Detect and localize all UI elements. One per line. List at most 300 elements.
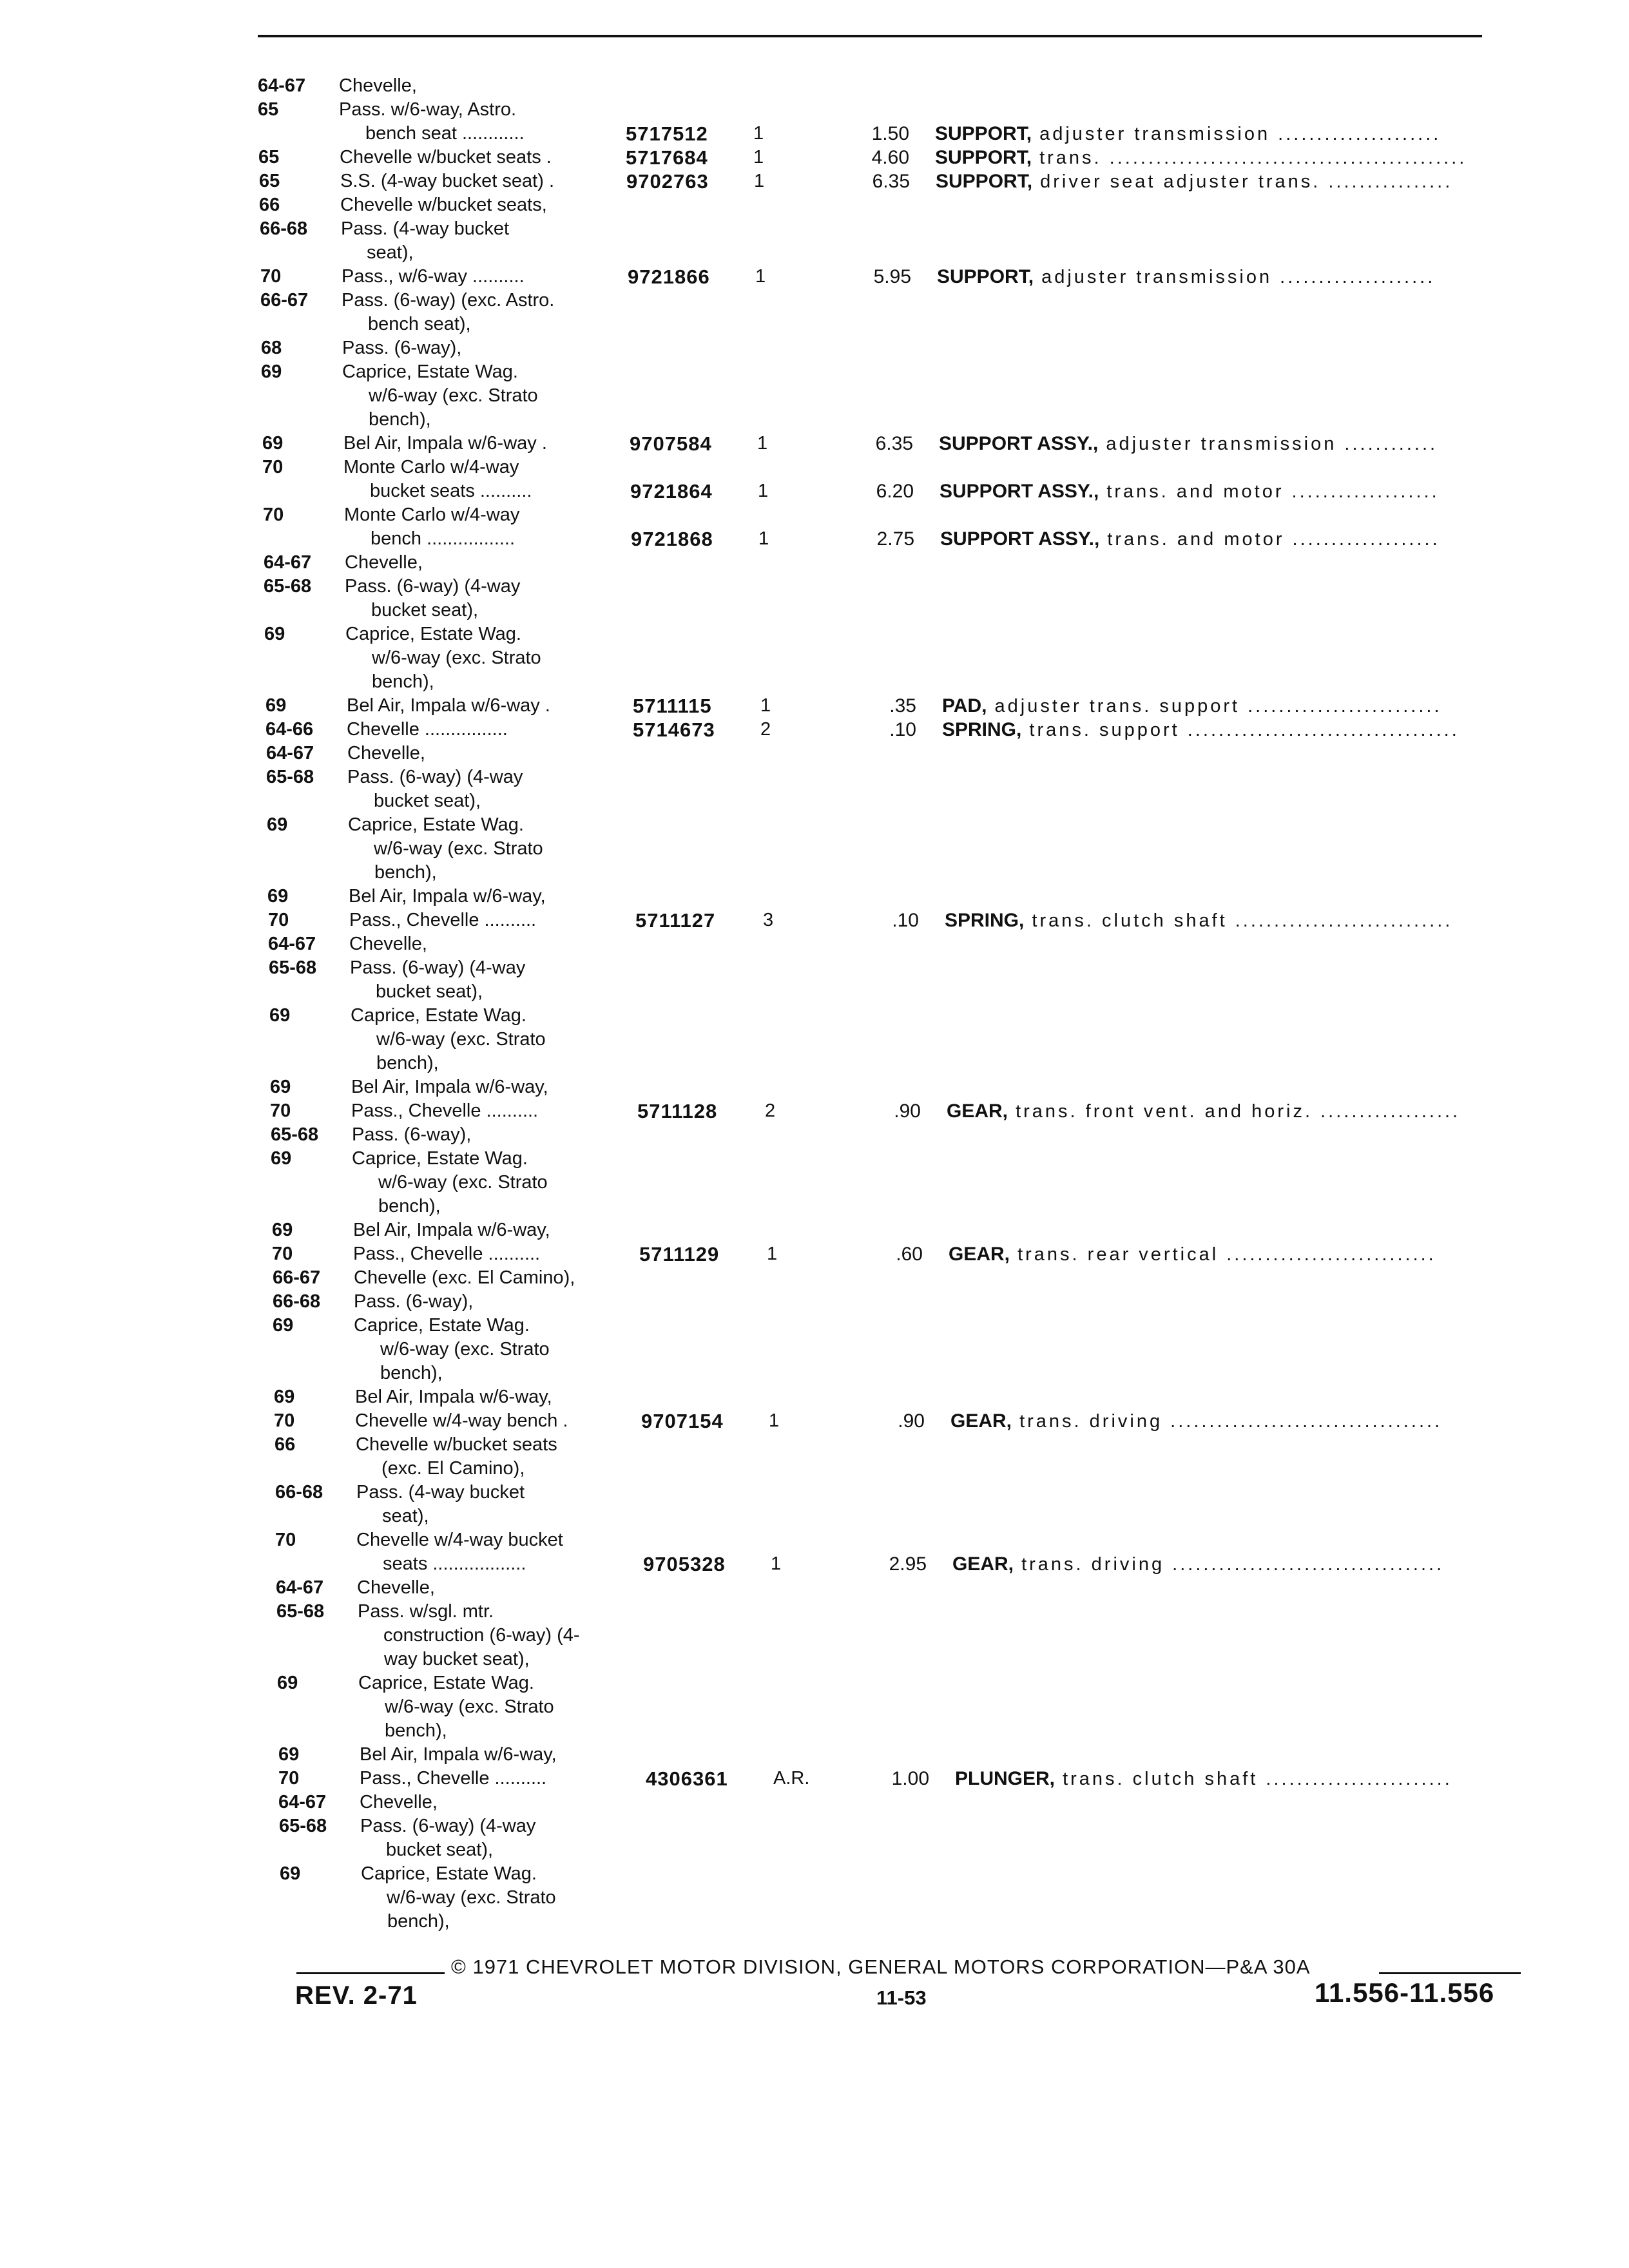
list-item (10, 861, 1629, 885)
list-item (0, 98, 1629, 122)
application-text: way bucket seat), (384, 1649, 530, 1669)
quantity: 1 (771, 1553, 782, 1574)
application-text: bench), (380, 1363, 443, 1383)
part-name: GEAR, (952, 1553, 1014, 1575)
part-detail: adjuster trans. support ......................... (987, 696, 1442, 716)
list-item (1, 169, 1629, 193)
list-item (4, 408, 1629, 432)
part-detail: driver seat adjuster trans. ................ (1032, 171, 1453, 192)
list-item (14, 1242, 1629, 1266)
part-description (935, 146, 1502, 170)
price: .90 (894, 1100, 921, 1122)
quantity: 1 (767, 1244, 778, 1264)
list-item (17, 1481, 1629, 1504)
price: 4.60 (871, 147, 909, 168)
application-text: Caprice, Estate Wag. (345, 624, 521, 644)
list-item (16, 1385, 1629, 1409)
part-description (949, 1242, 1516, 1267)
list-item (3, 336, 1629, 360)
part-number: 5714673 (633, 718, 715, 741)
top-rule (258, 35, 1482, 37)
quantity: 2 (765, 1100, 776, 1121)
list-item (23, 1910, 1629, 1934)
price: .60 (896, 1244, 923, 1265)
application-text: seat), (382, 1506, 429, 1526)
model-year: 65 (258, 99, 279, 120)
quantity: 1 (760, 695, 771, 716)
application-text: Pass. (6-way) (4-way (345, 576, 521, 597)
model-year: 66-68 (260, 218, 308, 239)
part-name: PAD, (942, 695, 987, 716)
part-description (940, 479, 1507, 504)
model-year: 65-68 (279, 1816, 327, 1836)
section-number: 11.556-11.556 (1315, 1977, 1495, 2008)
part-name: SUPPORT ASSY., (940, 481, 1099, 502)
application-text: Pass., Chevelle .......... (351, 1100, 539, 1121)
part-name: SUPPORT, (935, 123, 1032, 144)
application-text: Pass. (4-way bucket (356, 1482, 525, 1503)
application-text: Bel Air, Impala w/6-way . (347, 695, 550, 716)
list-item (15, 1314, 1629, 1338)
model-year: 69 (274, 1387, 295, 1407)
model-year: 65 (258, 147, 280, 168)
list-item (5, 432, 1629, 456)
list-item (6, 622, 1629, 646)
application-text: Chevelle ................ (347, 719, 508, 740)
list-item (18, 1576, 1629, 1600)
model-year: 66-68 (273, 1291, 321, 1312)
model-year: 64-67 (276, 1577, 324, 1598)
price: 6.20 (876, 481, 914, 502)
application-text: Caprice, Estate Wag. (354, 1315, 530, 1336)
part-name: SUPPORT ASSY., (940, 528, 1100, 550)
model-year: 70 (275, 1530, 296, 1550)
quantity: 3 (763, 910, 774, 930)
application-text: Pass. (6-way) (4-way (347, 767, 523, 787)
application-text: Chevelle, (339, 75, 417, 96)
application-text: bench seat), (368, 314, 471, 334)
model-year: 69 (261, 361, 282, 382)
application-text: bench), (385, 1720, 447, 1741)
list-item (12, 1004, 1629, 1028)
application-text: w/6-way (exc. Strato (374, 838, 543, 859)
model-year: 69 (272, 1220, 293, 1240)
part-number: 9721866 (628, 265, 710, 288)
application-text: Chevelle w/4-way bench . (355, 1410, 568, 1431)
model-year: 64-67 (264, 552, 312, 573)
list-item (13, 1147, 1629, 1171)
page-number: 11-53 (876, 1986, 927, 2009)
list-item (14, 1171, 1629, 1195)
application-text: Chevelle w/bucket seats (356, 1434, 557, 1455)
list-item (21, 1791, 1629, 1814)
list-item (7, 646, 1629, 670)
list-item (16, 1409, 1629, 1433)
application-text: Caprice, Estate Wag. (358, 1673, 534, 1693)
quantity: 1 (753, 147, 764, 168)
list-item (19, 1671, 1629, 1695)
part-name: SPRING, (942, 719, 1022, 740)
list-item (2, 217, 1629, 241)
part-description (955, 1767, 1522, 1791)
application-text: w/6-way (exc. Strato (376, 1029, 546, 1050)
model-year: 69 (277, 1673, 298, 1693)
part-detail: trans. and motor ................... (1099, 529, 1440, 550)
list-item (14, 1195, 1629, 1218)
model-year: 64-67 (278, 1792, 327, 1812)
list-item (22, 1862, 1629, 1886)
application-text: construction (6-way) (4- (383, 1625, 580, 1646)
application-text: Chevelle, (345, 552, 423, 573)
application-text: Chevelle, (357, 1577, 435, 1598)
part-description (942, 694, 1509, 718)
list-item (15, 1290, 1629, 1314)
model-year: 70 (263, 505, 284, 525)
application-text: Chevelle w/4-way bucket (356, 1530, 563, 1550)
quantity: 1 (757, 433, 768, 454)
application-text: bucket seat), (371, 600, 479, 620)
application-text: Pass. (6-way) (exc. Astro. (342, 290, 555, 311)
application-text: Chevelle w/bucket seats . (340, 147, 552, 168)
list-item (17, 1528, 1629, 1552)
model-year: 64-66 (265, 719, 314, 740)
model-year: 69 (262, 433, 284, 454)
part-detail: trans. and motor ................... (1099, 481, 1440, 502)
application-text: Pass., Chevelle .......... (349, 910, 537, 930)
model-year: 65-68 (271, 1124, 319, 1145)
part-detail: trans. driving ................................... (1012, 1411, 1443, 1432)
part-detail: trans. support ................................... (1021, 720, 1460, 740)
price: .10 (889, 719, 916, 740)
application-text: Caprice, Estate Wag. (361, 1863, 537, 1884)
application-text: bench), (378, 1196, 441, 1216)
application-text: Pass. w/sgl. mtr. (358, 1601, 494, 1622)
model-year: 70 (278, 1768, 300, 1789)
list-item (17, 1504, 1629, 1528)
list-item (0, 74, 1629, 98)
part-detail: trans. .............................................. (1032, 148, 1467, 168)
list-item (3, 312, 1629, 336)
price: 2.95 (889, 1553, 927, 1575)
application-text: Bel Air, Impala w/6-way, (353, 1220, 550, 1240)
model-year: 69 (267, 814, 288, 835)
part-detail: adjuster transmission ............ (1098, 434, 1438, 454)
part-number: 9721868 (631, 528, 713, 550)
list-item (1, 193, 1629, 217)
part-description (952, 1552, 1519, 1577)
application-text: Monte Carlo w/4-way (344, 505, 520, 525)
model-year: 65-68 (264, 576, 312, 597)
model-year: 69 (273, 1315, 294, 1336)
application-text: Chevelle, (360, 1792, 438, 1812)
application-text: Caprice, Estate Wag. (351, 1005, 526, 1026)
model-year: 64-67 (268, 934, 316, 954)
application-text: Monte Carlo w/4-way (343, 457, 519, 477)
list-item (17, 1457, 1629, 1481)
list-item (10, 885, 1629, 908)
part-number: 5711115 (633, 695, 712, 717)
application-text: seats .................. (383, 1553, 526, 1574)
application-text: w/6-way (exc. Strato (378, 1172, 548, 1193)
price: 6.35 (875, 433, 913, 454)
list-item (19, 1648, 1629, 1671)
list-item (5, 456, 1629, 479)
copyright-notice: © 1971 CHEVROLET MOTOR DIVISION, GENERAL MOTORS CORPORATION—P&A 30A (451, 1956, 1311, 1978)
part-name: SUPPORT, (936, 171, 1033, 192)
list-item (13, 1123, 1629, 1147)
price: .35 (889, 695, 916, 716)
part-name: SUPPORT ASSY., (939, 433, 1099, 454)
list-item (6, 575, 1629, 599)
list-item (1, 146, 1629, 169)
part-detail: trans. clutch shaft ............................ (1024, 910, 1453, 931)
part-description (942, 718, 1509, 742)
application-text: Pass., Chevelle .......... (360, 1768, 547, 1789)
list-item (19, 1624, 1629, 1648)
part-detail: trans. rear vertical ........................... (1010, 1244, 1436, 1265)
list-item (6, 599, 1629, 622)
list-item (3, 265, 1629, 289)
model-year: 65-68 (266, 767, 314, 787)
list-item (8, 718, 1629, 742)
revision-label: REV. 2-71 (295, 1981, 418, 2010)
list-item (12, 1099, 1629, 1123)
part-detail: adjuster transmission ..................... (1032, 124, 1441, 144)
part-description (937, 265, 1504, 289)
application-text: Pass. (6-way) (4-way (350, 957, 526, 978)
part-number: 9707154 (641, 1410, 724, 1432)
part-number: 5717512 (626, 122, 708, 145)
list-item (21, 1743, 1629, 1767)
application-text: bucket seat), (374, 791, 481, 811)
footer-rule-right (1379, 1972, 1521, 1974)
list-item (6, 527, 1629, 551)
list-item (22, 1886, 1629, 1910)
model-year: 70 (270, 1100, 291, 1121)
part-description (947, 1099, 1514, 1124)
part-number: 5711127 (635, 909, 716, 932)
price: .10 (892, 910, 919, 931)
application-text: Chevelle, (347, 743, 425, 764)
application-text: w/6-way (exc. Strato (385, 1696, 554, 1717)
part-name: SUPPORT, (935, 147, 1032, 168)
application-text: Bel Air, Impala w/6-way, (351, 1077, 548, 1097)
quantity: A.R. (773, 1768, 810, 1789)
list-item (9, 837, 1629, 861)
price: 6.35 (872, 171, 910, 192)
footer-rule-left (296, 1972, 445, 1974)
model-year: 64-67 (258, 75, 306, 96)
quantity: 1 (769, 1410, 780, 1431)
application-text: Caprice, Estate Wag. (352, 1148, 528, 1169)
part-description (950, 1409, 1518, 1434)
part-name: GEAR, (949, 1244, 1010, 1265)
part-detail: adjuster transmission .................... (1034, 267, 1436, 287)
list-item (5, 479, 1629, 503)
application-text: (exc. El Camino), (381, 1458, 525, 1479)
list-item (15, 1361, 1629, 1385)
list-item (2, 241, 1629, 265)
application-text: Caprice, Estate Wag. (348, 814, 524, 835)
application-text: w/6-way (exc. Strato (369, 385, 538, 406)
application-text: Caprice, Estate Wag. (342, 361, 518, 382)
model-year: 68 (261, 338, 282, 358)
price: 5.95 (873, 266, 911, 287)
list-item (11, 956, 1629, 980)
application-text: bench ................. (371, 528, 516, 549)
application-text: bench), (376, 1053, 439, 1073)
application-text: w/6-way (exc. Strato (372, 648, 541, 668)
application-text: Pass. w/6-way, Astro. (339, 99, 517, 120)
model-year: 64-67 (266, 743, 314, 764)
part-description (945, 908, 1512, 933)
part-number: 4306361 (646, 1767, 728, 1790)
list-item (9, 813, 1629, 837)
application-text: bucket seat), (376, 981, 483, 1002)
list-item (7, 670, 1629, 694)
application-text: bench), (374, 862, 437, 883)
list-item (21, 1767, 1629, 1791)
quantity: 1 (758, 481, 769, 501)
list-item (12, 1028, 1629, 1052)
model-year: 69 (280, 1863, 301, 1884)
part-number: 9707584 (630, 432, 712, 455)
quantity: 1 (753, 123, 764, 144)
model-year: 70 (260, 266, 282, 287)
model-year: 69 (271, 1148, 292, 1169)
list-item (12, 1052, 1629, 1075)
list-item (4, 384, 1629, 408)
part-detail: trans. clutch shaft ........................ (1055, 1769, 1452, 1789)
application-text: Pass. (4-way bucket (341, 218, 510, 239)
list-item (18, 1552, 1629, 1576)
price: 1.00 (891, 1768, 929, 1789)
application-text: Bel Air, Impala w/6-way, (349, 886, 546, 907)
application-text: Pass. (6-way) (4-way (360, 1816, 536, 1836)
price: 1.50 (871, 123, 909, 144)
application-text: bucket seat), (386, 1840, 494, 1860)
part-name: SPRING, (945, 910, 1025, 931)
model-year: 65-68 (269, 957, 317, 978)
list-item (19, 1600, 1629, 1624)
application-text: w/6-way (exc. Strato (380, 1339, 550, 1360)
model-year: 69 (265, 695, 287, 716)
list-item (10, 908, 1629, 932)
list-item (1, 122, 1629, 146)
list-item (3, 289, 1629, 312)
model-year: 65 (259, 171, 280, 191)
model-year: 69 (267, 886, 289, 907)
application-text: bench), (369, 409, 431, 430)
list-item (3, 360, 1629, 384)
quantity: 1 (758, 528, 769, 549)
application-text: Pass., Chevelle .......... (353, 1244, 541, 1264)
part-number: 5711128 (637, 1100, 718, 1122)
list-item (8, 694, 1629, 718)
application-text: bucket seats .......... (370, 481, 532, 501)
application-text: Chevelle w/bucket seats, (340, 195, 547, 215)
application-text: Bel Air, Impala w/6-way, (360, 1744, 557, 1765)
part-number: 5711129 (639, 1243, 720, 1265)
model-year: 70 (274, 1410, 295, 1431)
list-item (14, 1218, 1629, 1242)
list-item (8, 765, 1629, 789)
model-year: 66-67 (273, 1267, 321, 1288)
quantity: 1 (755, 266, 766, 287)
application-text: Chevelle, (349, 934, 427, 954)
application-text: bench seat ............ (365, 123, 525, 144)
list-item (15, 1266, 1629, 1290)
list-item (10, 932, 1629, 956)
price: .90 (898, 1410, 925, 1432)
model-year: 70 (262, 457, 284, 477)
application-text: bench), (372, 671, 434, 692)
list-item (17, 1433, 1629, 1457)
quantity: 2 (760, 719, 771, 740)
application-text: Pass. (6-way), (342, 338, 462, 358)
application-text: bench), (387, 1911, 450, 1932)
parts-list (0, 74, 1629, 1934)
model-year: 69 (269, 1005, 291, 1026)
part-number: 9721864 (630, 480, 713, 503)
application-text: seat), (367, 242, 414, 263)
model-year: 69 (270, 1077, 291, 1097)
list-item (21, 1838, 1629, 1862)
part-description (940, 527, 1507, 552)
list-item (21, 1814, 1629, 1838)
model-year: 70 (272, 1244, 293, 1264)
list-item (12, 1075, 1629, 1099)
list-item (8, 742, 1629, 765)
list-item (11, 980, 1629, 1004)
part-description (935, 122, 1502, 146)
application-text: Pass. (6-way), (354, 1291, 474, 1312)
model-year: 65-68 (276, 1601, 325, 1622)
application-text: S.S. (4-way bucket seat) . (340, 171, 555, 191)
list-item (20, 1719, 1629, 1743)
model-year: 66-67 (260, 290, 309, 311)
part-number: 9705328 (643, 1553, 726, 1575)
part-number: 9702763 (626, 170, 709, 193)
model-year: 69 (278, 1744, 300, 1765)
application-text: Bel Air, Impala w/6-way . (343, 433, 547, 454)
application-text: Chevelle (exc. El Camino), (354, 1267, 575, 1288)
model-year: 70 (268, 910, 289, 930)
model-year: 69 (264, 624, 285, 644)
application-text: Pass., w/6-way .......... (342, 266, 525, 287)
part-name: GEAR, (950, 1410, 1012, 1432)
part-number: 5717684 (626, 146, 708, 169)
list-item (15, 1338, 1629, 1361)
application-text: Bel Air, Impala w/6-way, (355, 1387, 552, 1407)
application-text: w/6-way (exc. Strato (387, 1887, 556, 1908)
model-year: 66-68 (275, 1482, 323, 1503)
model-year: 66 (259, 195, 280, 215)
list-item (9, 789, 1629, 813)
part-detail: trans. front vent. and horiz. .................. (1008, 1101, 1461, 1122)
list-item (6, 551, 1629, 575)
part-name: GEAR, (947, 1100, 1008, 1122)
list-item (5, 503, 1629, 527)
part-name: PLUNGER, (955, 1768, 1055, 1789)
application-text: Pass. (6-way), (352, 1124, 472, 1145)
quantity: 1 (754, 171, 765, 191)
list-item (20, 1695, 1629, 1719)
part-name: SUPPORT, (937, 266, 1034, 287)
model-year: 66 (275, 1434, 296, 1455)
price: 2.75 (876, 528, 914, 550)
part-description (936, 169, 1503, 194)
